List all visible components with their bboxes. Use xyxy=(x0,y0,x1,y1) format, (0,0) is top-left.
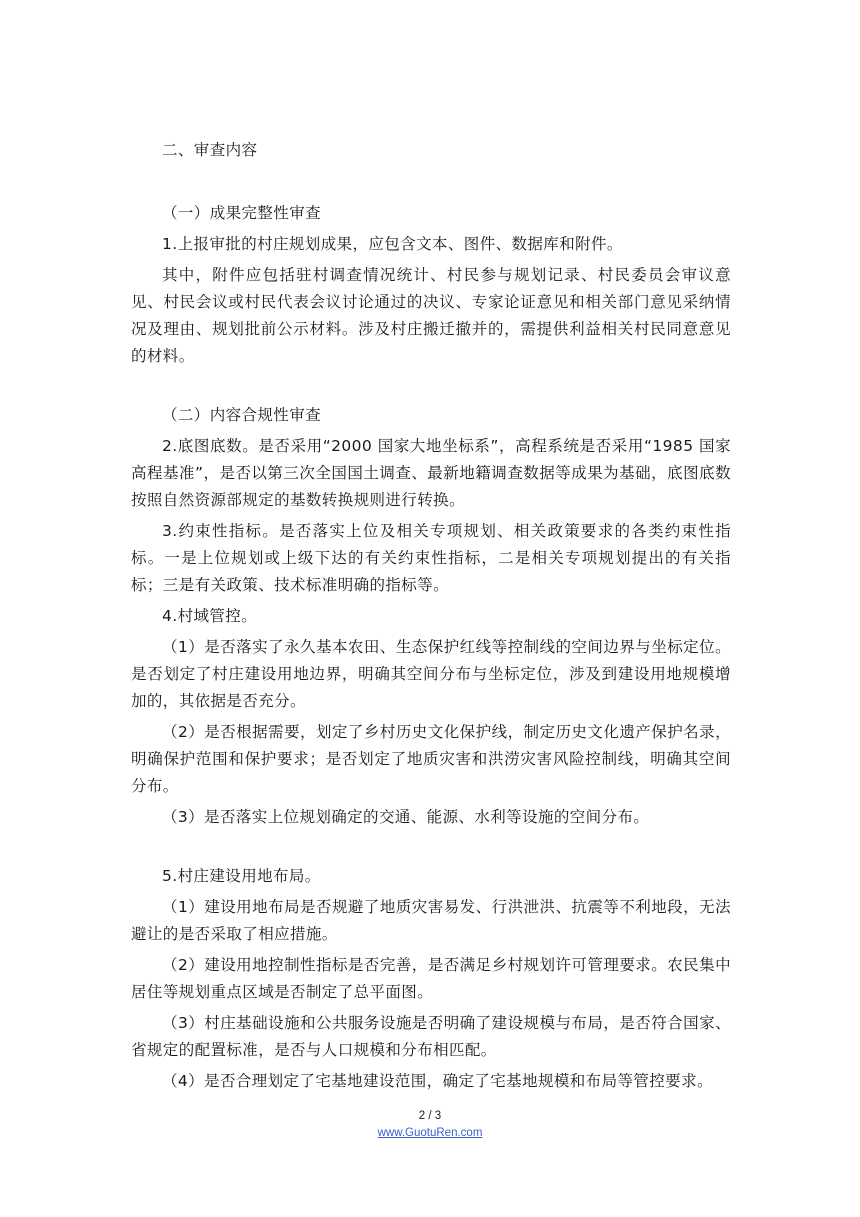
paragraph-item-5-3: （3）村庄基础设施和公共服务设施是否明确了建设规模与布局，是否符合国家、省规定的配置标准，是否与人口规模和分布相匹配。 xyxy=(131,1014,731,1059)
page-number: 2 / 3 xyxy=(418,1110,442,1122)
paragraph-attachments: 其中，附件应包括驻村调查情况统计、村民参与规划记录、村民委员会审议意见、村民会议或村民代表会议讨论通过的决议、专家论证意见和相关部门意见采纳情况及理由、规划批前公示材料。涉及村庄搬迁撤并的，需提供利益相关村民同意意见的材料。 xyxy=(131,266,731,365)
subsection-title-completeness: （一）成果完整性审查 xyxy=(162,204,322,222)
paragraph-item-4: 4.村域管控。 xyxy=(162,607,258,625)
paragraph-item-3: 3.约束性指标。是否落实上位及相关专项规划、相关政策要求的各类约束性指标。一是上位规划或上级下达的有关约束性指标，二是相关专项规划提出的有关指标；三是有关政策、技术标准明确的指标等。 xyxy=(131,522,731,594)
paragraph-item-4-3: （3）是否落实上位规划确定的交通、能源、水利等设施的空间分布。 xyxy=(162,808,650,826)
section-title: 二、审查内容 xyxy=(162,141,258,159)
subsection-title-compliance: （二）内容合规性审查 xyxy=(162,406,322,424)
paragraph-item-4-2: （2）是否根据需要，划定了乡村历史文化保护线，制定历史文化遗产保护名录，明确保护范围和保护要求；是否划定了地质灾害和洪涝灾害风险控制线，明确其空间分布。 xyxy=(131,723,731,795)
paragraph-item-5-4: （4）是否合理划定了宅基地建设范围，确定了宅基地规模和布局等管控要求。 xyxy=(162,1072,713,1090)
paragraph-item-1: 1.上报审批的村庄规划成果，应包含文本、图件、数据库和附件。 xyxy=(162,235,623,253)
paragraph-item-2: 2.底图底数。是否采用“2000 国家大地坐标系”，高程系统是否采用“1985 国家高程基准”，是否以第三次全国国土调查、最新地籍调查数据等成果为基础，底图底数按照自然资源部规定的基数转换规则进行转换。 xyxy=(131,437,731,509)
paragraph-item-4-1: （1）是否落实了永久基本农田、生态保护红线等控制线的空间边界与坐标定位。是否划定了村庄建设用地边界，明确其空间分布与坐标定位，涉及到建设用地规模增加的，其依据是否充分。 xyxy=(131,638,731,710)
document-body xyxy=(131,137,731,1095)
site-link[interactable]: www.GuotuRen.com xyxy=(377,1127,483,1139)
paragraph-item-5-1: （1）建设用地布局是否规避了地质灾害易发、行洪泄洪、抗震等不利地段，无法避让的是否采取了相应措施。 xyxy=(131,898,731,943)
paragraph-item-5: 5.村庄建设用地布局。 xyxy=(162,867,321,885)
paragraph-item-5-2: （2）建设用地控制性指标是否完善，是否满足乡村规划许可管理要求。农民集中居住等规划重点区域是否制定了总平面图。 xyxy=(131,956,731,1001)
